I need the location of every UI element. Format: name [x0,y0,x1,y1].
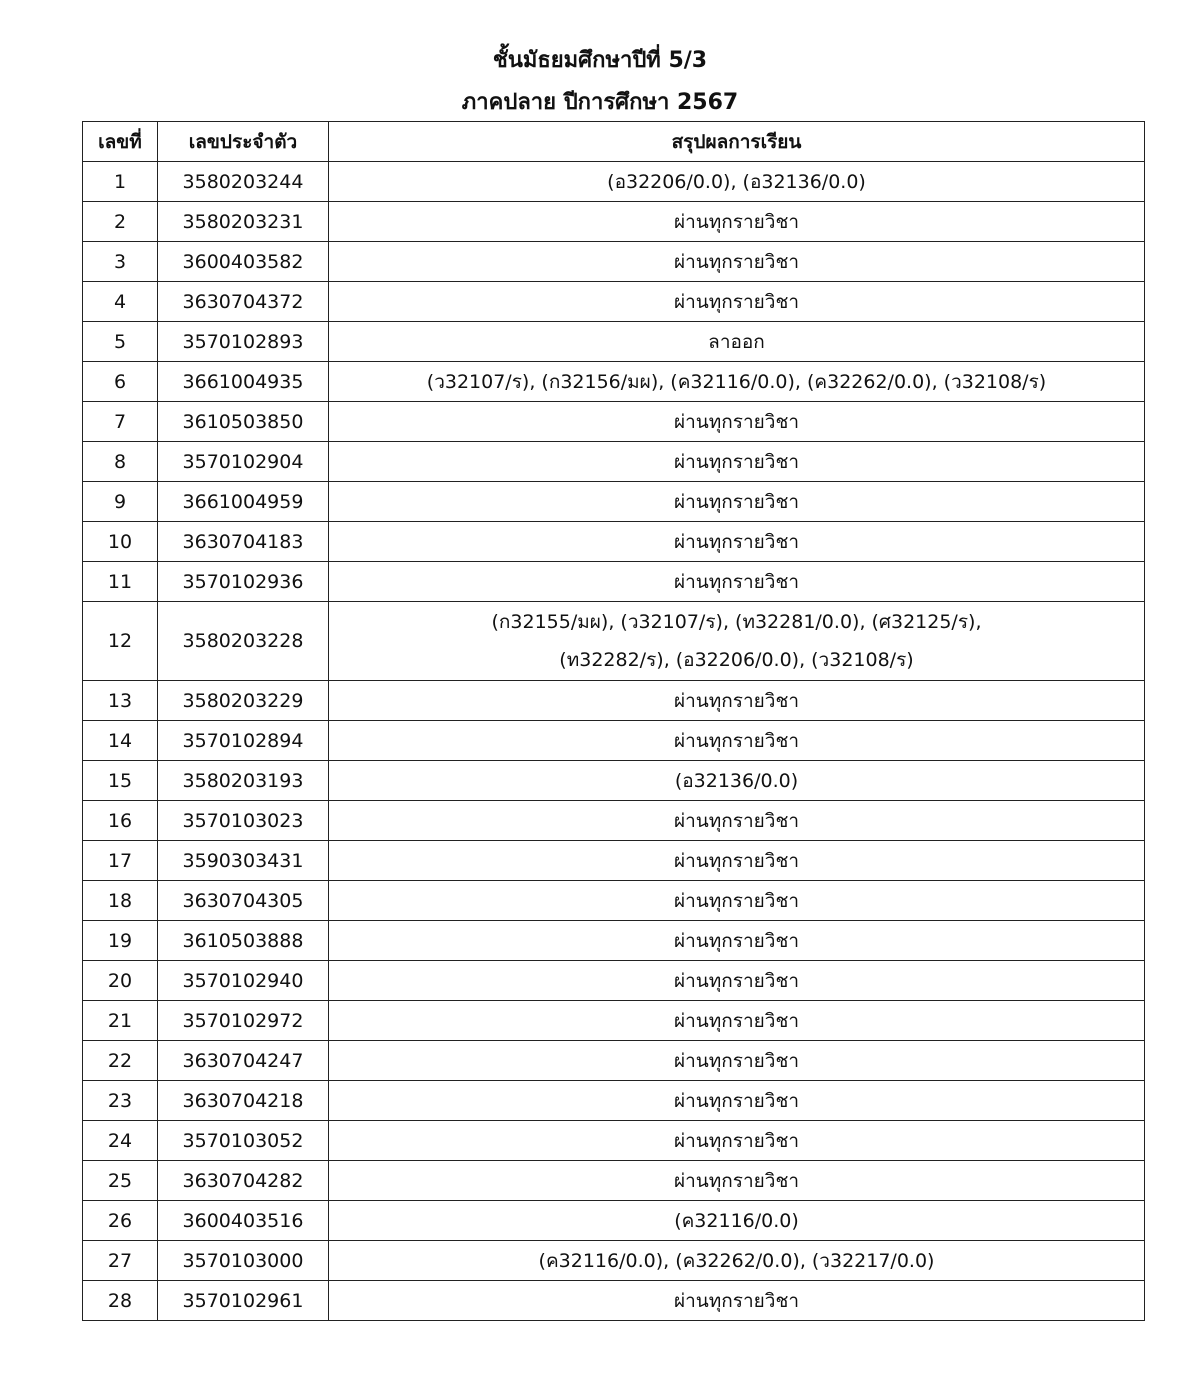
result-summary [329,1201,1145,1241]
row-number: 3 [83,242,158,282]
table-row [83,841,1145,881]
student-id: 3570102894 [158,721,329,761]
table-row [83,801,1145,841]
page-subtitle: ภาคปลาย ปีการศึกษา 2567 [461,90,739,115]
student-id: 3570102940 [158,961,329,1001]
result-summary [329,761,1145,801]
row-number: 11 [83,562,158,602]
table-row [83,362,1145,402]
result-summary-line: ผ่านทุกรายวิชา [673,1049,800,1072]
result-summary-line: (ค32116/0.0), (ค32262/0.0), (ว32217/0.0) [538,1249,935,1272]
student-id: 3630704218 [158,1081,329,1121]
table-body [83,162,1145,1321]
row-number: 12 [83,602,158,681]
table-row [83,282,1145,322]
result-summary [329,282,1145,322]
row-number: 28 [83,1281,158,1321]
row-number: 2 [83,202,158,242]
row-number: 7 [83,402,158,442]
result-summary [329,602,1145,681]
table-row [83,881,1145,921]
student-id: 3570103000 [158,1241,329,1281]
row-number: 20 [83,961,158,1001]
student-id: 3580203229 [158,681,329,721]
result-summary-line: (ท32282/ร), (อ32206/0.0), (ว32108/ร) [559,649,914,671]
student-id: 3570102936 [158,562,329,602]
result-summary [329,1281,1145,1321]
student-id: 3661004959 [158,482,329,522]
result-summary [329,562,1145,602]
result-summary [329,482,1145,522]
result-summary [329,1001,1145,1041]
student-id: 3570102904 [158,442,329,482]
table-row [83,482,1145,522]
result-summary [329,362,1145,402]
result-summary-line: ผ่านทุกรายวิชา [673,450,800,473]
table-row [83,202,1145,242]
student-id: 3610503888 [158,921,329,961]
row-number: 21 [83,1001,158,1041]
table-row [83,681,1145,721]
result-summary [329,1121,1145,1161]
student-id: 3630704305 [158,881,329,921]
result-summary [329,442,1145,482]
result-summary [329,801,1145,841]
row-number: 24 [83,1121,158,1161]
result-summary-line: ผ่านทุกรายวิชา [673,849,800,872]
student-id: 3570102961 [158,1281,329,1321]
table-row [83,562,1145,602]
student-id: 3570102972 [158,1001,329,1041]
result-summary-line: ผ่านทุกรายวิชา [673,1289,800,1312]
table-row [83,442,1145,482]
result-summary-line: ผ่านทุกรายวิชา [673,809,800,832]
table-row [83,402,1145,442]
result-summary-line: ผ่านทุกรายวิชา [673,250,800,273]
column-header-student-id: เลขประจำตัว [158,122,329,162]
student-id: 3661004935 [158,362,329,402]
result-summary [329,242,1145,282]
result-summary-line: ผ่านทุกรายวิชา [673,290,800,313]
result-summary-line: ผ่านทุกรายวิชา [673,729,800,752]
result-summary-line: (ว32107/ร), (ก32156/มผ), (ค32116/0.0), (ค32262/0.0), (ว32108/ร) [426,370,1047,393]
result-summary-line: (ก32155/มผ), (ว32107/ร), (ท32281/0.0), (ศ32125/ร), [491,611,982,633]
result-summary-line: ลาออก [708,330,765,353]
result-summary-line: ผ่านทุกรายวิชา [673,490,800,513]
table-row [83,1081,1145,1121]
result-summary-line: ผ่านทุกรายวิชา [673,1009,800,1032]
row-number: 4 [83,282,158,322]
row-number: 6 [83,362,158,402]
table-row [83,1241,1145,1281]
student-id: 3610503850 [158,402,329,442]
row-number: 13 [83,681,158,721]
table-row [83,961,1145,1001]
page-title: ชั้นมัธยมศึกษาปีที่ 5/3 [492,48,708,73]
row-number: 22 [83,1041,158,1081]
table-row [83,522,1145,562]
table-row [83,1121,1145,1161]
student-id: 3580203244 [158,162,329,202]
result-summary [329,1161,1145,1201]
table-row [83,1201,1145,1241]
result-summary-line: (อ32206/0.0), (อ32136/0.0) [607,170,866,193]
result-summary [329,721,1145,761]
result-summary [329,162,1145,202]
result-summary-line: ผ่านทุกรายวิชา [673,689,800,712]
row-number: 27 [83,1241,158,1281]
results-table [82,121,1145,1321]
table-row [83,921,1145,961]
result-summary-line: (ค32116/0.0) [674,1209,799,1232]
row-number: 17 [83,841,158,881]
student-id: 3600403516 [158,1201,329,1241]
result-summary-line: ผ่านทุกรายวิชา [673,210,800,233]
row-number: 10 [83,522,158,562]
result-summary [329,402,1145,442]
row-number: 16 [83,801,158,841]
result-summary [329,1041,1145,1081]
table-row [83,1281,1145,1321]
table-row [83,162,1145,202]
row-number: 18 [83,881,158,921]
result-summary-line: ผ่านทุกรายวิชา [673,1169,800,1192]
student-id: 3590303431 [158,841,329,881]
result-summary [329,1081,1145,1121]
table-header-row [83,122,1145,162]
result-summary [329,522,1145,562]
row-number: 19 [83,921,158,961]
result-summary [329,961,1145,1001]
table-row [83,761,1145,801]
row-number: 8 [83,442,158,482]
result-summary [329,1241,1145,1281]
result-summary-line: ผ่านทุกรายวิชา [673,969,800,992]
row-number: 5 [83,322,158,362]
student-id: 3580203193 [158,761,329,801]
student-id: 3580203231 [158,202,329,242]
column-header-summary: สรุปผลการเรียน [329,122,1145,162]
student-id: 3570103023 [158,801,329,841]
student-id: 3630704372 [158,282,329,322]
result-summary-line: ผ่านทุกรายวิชา [673,1089,800,1112]
student-id: 3630704282 [158,1161,329,1201]
row-number: 25 [83,1161,158,1201]
result-summary [329,202,1145,242]
row-number: 14 [83,721,158,761]
result-summary-line: ผ่านทุกรายวิชา [673,410,800,433]
result-summary [329,322,1145,362]
table-row [83,1001,1145,1041]
student-id: 3600403582 [158,242,329,282]
table-row [83,1161,1145,1201]
result-summary-line: ผ่านทุกรายวิชา [673,889,800,912]
result-summary [329,681,1145,721]
student-id: 3570103052 [158,1121,329,1161]
result-summary-line: (อ32136/0.0) [674,769,799,792]
table-row [83,1041,1145,1081]
result-summary-line: ผ่านทุกรายวิชา [673,570,800,593]
table-row [83,602,1145,681]
table-row [83,322,1145,362]
student-id: 3570102893 [158,322,329,362]
student-id: 3630704183 [158,522,329,562]
row-number: 23 [83,1081,158,1121]
table-row [83,721,1145,761]
result-summary [329,881,1145,921]
student-id: 3630704247 [158,1041,329,1081]
row-number: 26 [83,1201,158,1241]
student-id: 3580203228 [158,602,329,681]
result-summary [329,841,1145,881]
row-number: 1 [83,162,158,202]
column-header-number: เลขที่ [83,122,158,162]
result-summary [329,921,1145,961]
result-summary-line: ผ่านทุกรายวิชา [673,929,800,952]
result-summary-line: ผ่านทุกรายวิชา [673,1129,800,1152]
row-number: 9 [83,482,158,522]
row-number: 15 [83,761,158,801]
result-summary-line: ผ่านทุกรายวิชา [673,530,800,553]
table-row [83,242,1145,282]
